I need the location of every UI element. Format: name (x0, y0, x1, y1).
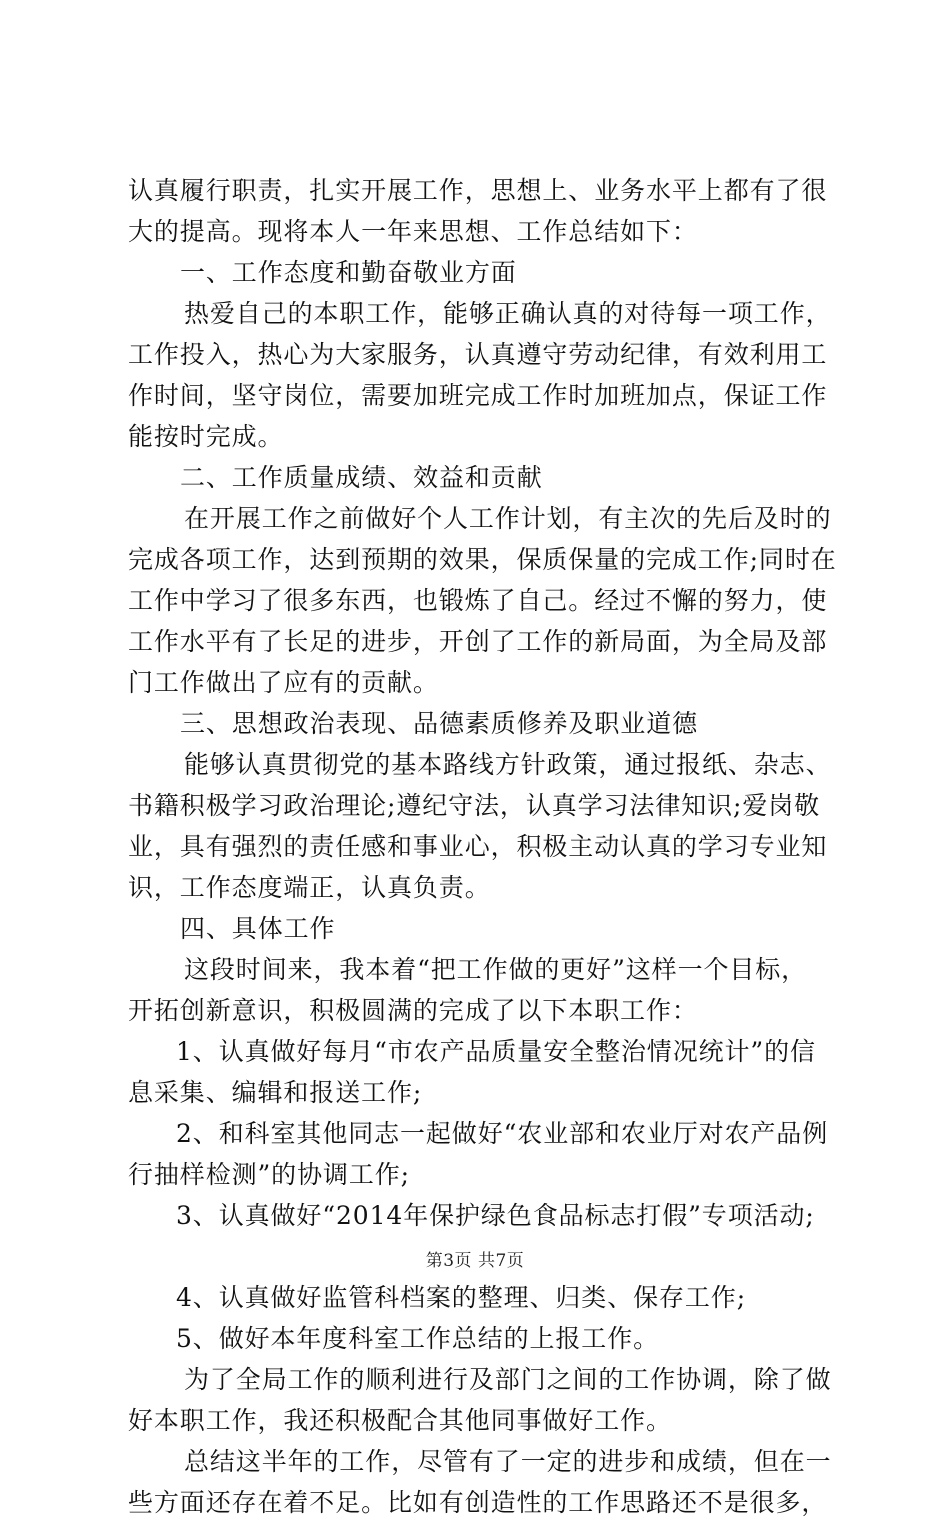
text-line: 息采集、编辑和报送工作; (128, 1078, 423, 1107)
text-line: 工作投入，热心为大家服务，认真遵守劳动纪律，有效利用工 (128, 340, 828, 369)
list-item-1: 1、认真做好每月“市农产品质量安全整治情况统计”的信 (176, 1037, 816, 1066)
text-line: 这段时间来，我本着“把工作做的更好”这样一个目标， (184, 955, 808, 984)
text-line: 完成各项工作，达到预期的效果，保质保量的完成工作;同时在 (128, 545, 837, 574)
document-body (128, 170, 837, 1523)
text-line: 在开展工作之前做好个人工作计划，有主次的先后及时的 (184, 504, 832, 533)
page-number-footer: 第3页 共7页 (425, 1251, 525, 1271)
text-line: 工作中学习了很多东西，也锻炼了自己。经过不懈的努力，使 (128, 586, 828, 615)
section-heading-2: 二、工作质量成绩、效益和贡献 (180, 463, 543, 492)
text-line: 些方面还存在着不足。比如有创造性的工作思路还不是很多， (128, 1488, 828, 1517)
text-line: 总结这半年的工作，尽管有了一定的进步和成绩，但在一 (184, 1447, 832, 1476)
text-line: 行抽样检测”的协调工作; (128, 1160, 411, 1189)
text-line: 作时间，坚守岗位，需要加班完成工作时加班加点，保证工作 (128, 381, 828, 410)
text-line: 好本职工作，我还积极配合其他同事做好工作。 (128, 1406, 672, 1435)
list-item-3: 3、认真做好“2014年保护绿色食品标志打假”专项活动; (176, 1201, 815, 1230)
section-heading-1: 一、工作态度和勤奋敬业方面 (180, 258, 517, 287)
text-line: 开拓创新意识，积极圆满的完成了以下本职工作： (128, 996, 698, 1025)
text-line: 认真履行职责，扎实开展工作，思想上、业务水平上都有了很 (128, 176, 828, 205)
text-line: 能按时完成。 (128, 422, 284, 451)
list-item-4: 4、认真做好监管科档案的整理、归类、保存工作; (176, 1283, 747, 1312)
text-line: 门工作做出了应有的贡献。 (128, 668, 439, 697)
list-item-5: 5、做好本年度科室工作总结的上报工作。 (176, 1324, 660, 1353)
text-line: 业，具有强烈的责任感和事业心，积极主动认真的学习专业知 (128, 832, 828, 861)
text-line: 识，工作态度端正，认真负责。 (128, 873, 491, 902)
section-heading-4: 四、具体工作 (180, 914, 336, 943)
section-heading-3: 三、思想政治表现、品德素质修养及职业道德 (180, 709, 699, 738)
text-line: 书籍积极学习政治理论;遵纪守法，认真学习法律知识;爱岗敬 (128, 791, 821, 820)
text-line: 热爱自己的本职工作，能够正确认真的对待每一项工作， (184, 299, 832, 328)
text-line: 大的提高。现将本人一年来思想、工作总结如下： (128, 217, 698, 246)
list-item-2: 2、和科室其他同志一起做好“农业部和农业厅对农产品例 (176, 1119, 829, 1148)
text-line: 工作水平有了长足的进步，开创了工作的新局面，为全局及部 (128, 627, 828, 656)
text-line: 能够认真贯彻党的基本路线方针政策，通过报纸、杂志、 (184, 750, 832, 779)
text-line: 为了全局工作的顺利进行及部门之间的工作协调，除了做 (184, 1365, 832, 1394)
